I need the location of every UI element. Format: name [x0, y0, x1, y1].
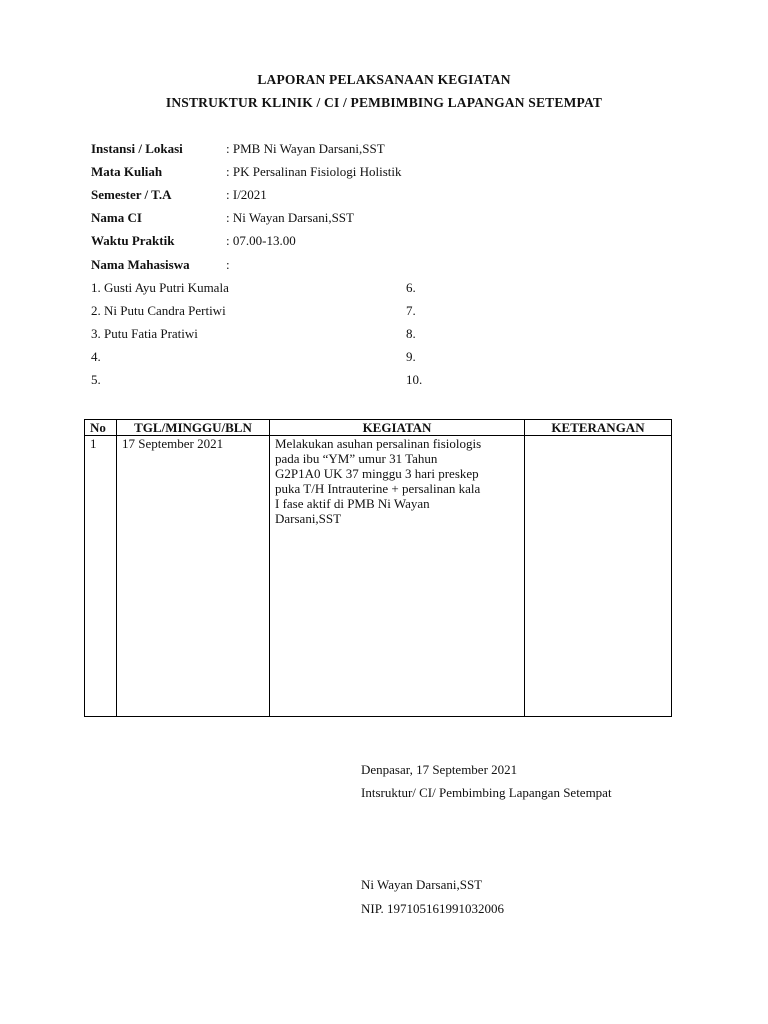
- header-note: KETERANGAN: [525, 420, 672, 436]
- activity-line: pada ibu “YM” umur 31 Tahun: [275, 451, 438, 466]
- header-no: No: [85, 420, 117, 436]
- info-label: Waktu Praktik: [91, 233, 175, 248]
- cell-date: 17 September 2021: [117, 436, 270, 717]
- info-label: Nama CI: [91, 210, 142, 225]
- signature-role: Intsruktur/ CI/ Pembimbing Lapangan Setempat: [361, 785, 612, 800]
- activity-line: I fase aktif di PMB Ni Wayan: [275, 496, 430, 511]
- info-value: : PMB Ni Wayan Darsani,SST: [226, 141, 385, 156]
- signature-nip: NIP. 197105161991032006: [361, 901, 505, 916]
- activity-table: [84, 419, 672, 717]
- student-item: 7.: [406, 303, 416, 318]
- student-item: 6.: [406, 280, 416, 295]
- cell-activity: [270, 436, 525, 717]
- header-activity: KEGIATAN: [270, 420, 525, 436]
- cell-note: [525, 436, 672, 717]
- table-row: [85, 436, 672, 717]
- info-value: : Ni Wayan Darsani,SST: [226, 210, 354, 225]
- cell-no: 1: [85, 436, 117, 717]
- info-value: : 07.00-13.00: [226, 233, 296, 248]
- header-date: TGL/MINGGU/BLN: [117, 420, 270, 436]
- table-header-row: [85, 420, 672, 436]
- info-label: Nama Mahasiswa: [91, 257, 190, 272]
- info-value: : I/2021: [226, 187, 267, 202]
- report-subtitle: INSTRUKTUR KLINIK / CI / PEMBIMBING LAPANGAN SETEMPAT: [165, 95, 603, 110]
- info-value: : PK Persalinan Fisiologi Holistik: [226, 164, 402, 179]
- student-item: 5.: [91, 372, 101, 387]
- signature-name: Ni Wayan Darsani,SST: [361, 877, 483, 892]
- student-item: 9.: [406, 349, 416, 364]
- info-value: :: [226, 257, 230, 272]
- report-title: LAPORAN PELAKSANAAN KEGIATAN: [257, 72, 511, 87]
- info-label: Instansi / Lokasi: [91, 141, 183, 156]
- signature-place-date: Denpasar, 17 September 2021: [361, 762, 518, 777]
- activity-line: G2P1A0 UK 37 minggu 3 hari preskep: [275, 466, 479, 481]
- activity-line: Darsani,SST: [275, 511, 342, 526]
- student-item: 3. Putu Fatia Pratiwi: [91, 326, 198, 341]
- activity-line: Melakukan asuhan persalinan fisiologis: [275, 436, 482, 451]
- student-item: 10.: [406, 372, 423, 387]
- student-item: 1. Gusti Ayu Putri Kumala: [91, 280, 229, 295]
- info-label: Mata Kuliah: [91, 164, 163, 179]
- student-item: 2. Ni Putu Candra Pertiwi: [91, 303, 226, 318]
- info-label: Semester / T.A: [91, 187, 172, 202]
- student-item: 8.: [406, 326, 416, 341]
- student-item: 4.: [91, 349, 101, 364]
- activity-line: puka T/H Intrauterine + persalinan kala: [275, 481, 481, 496]
